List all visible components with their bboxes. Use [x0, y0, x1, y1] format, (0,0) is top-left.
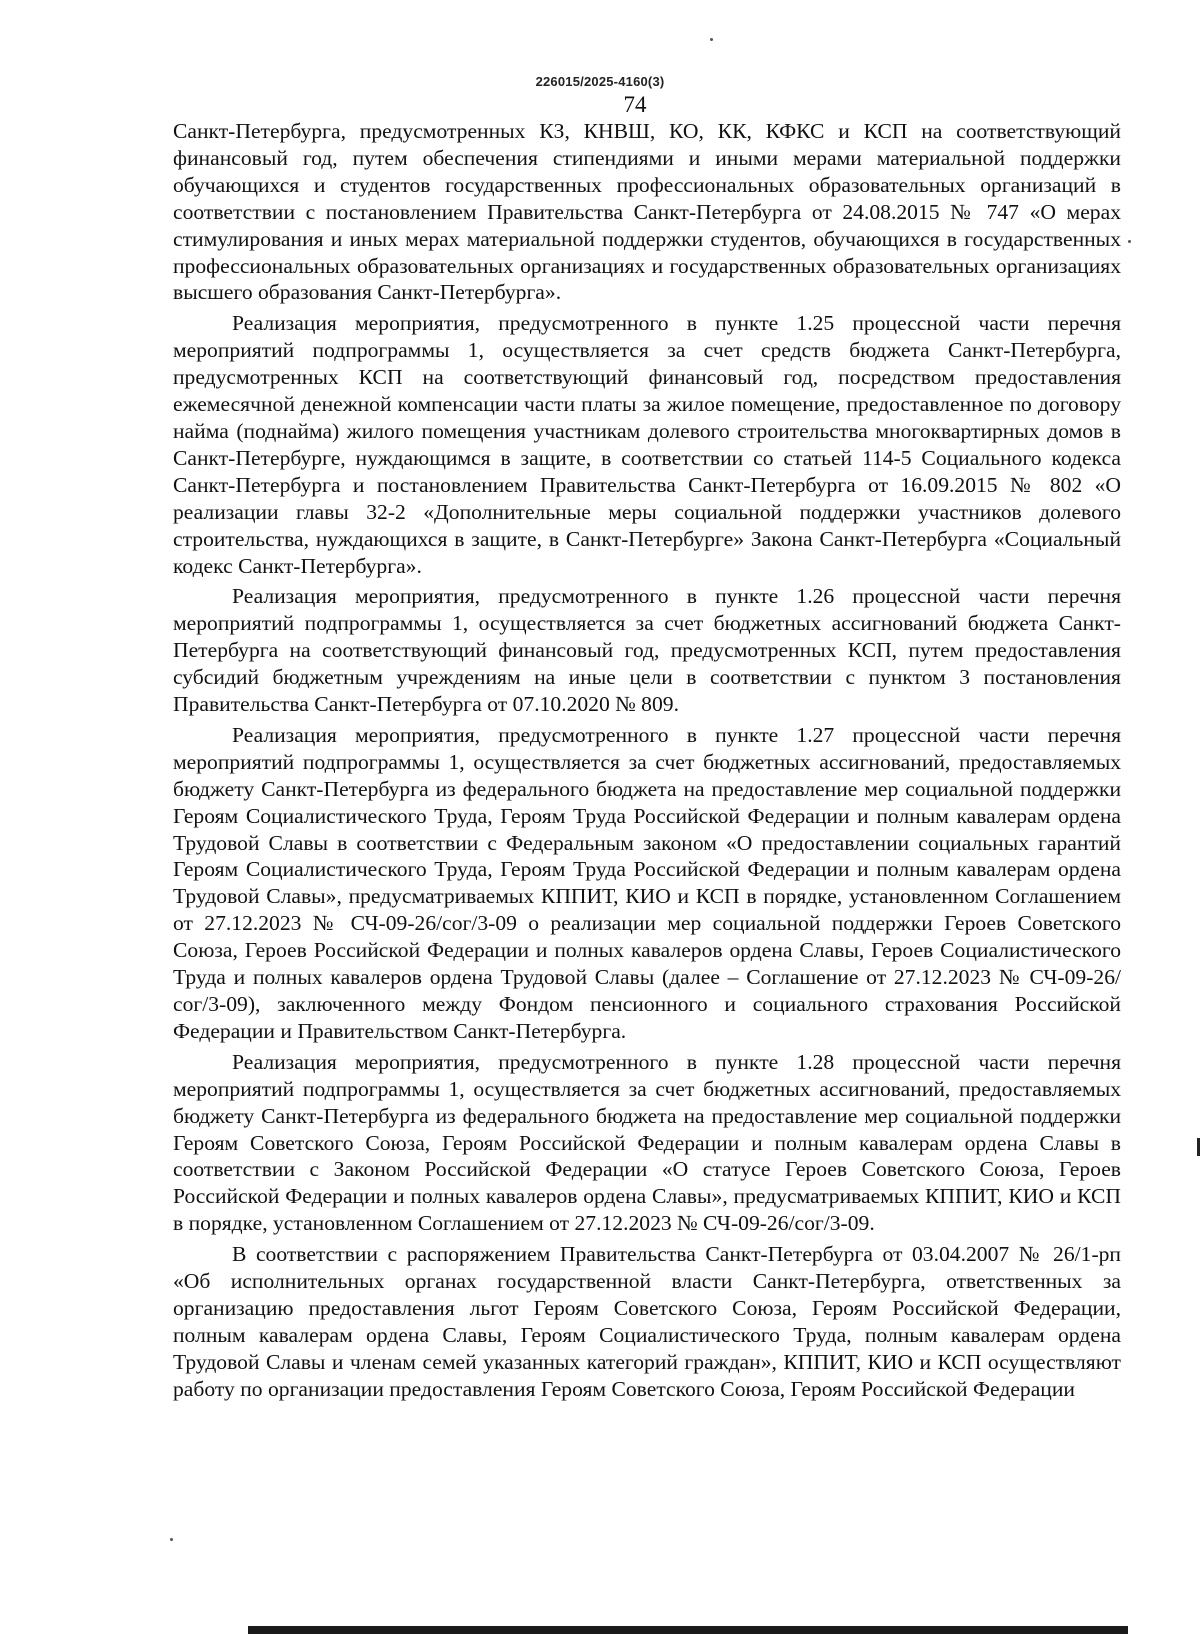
- scan-speck: [1128, 240, 1131, 243]
- paragraph-item-1-26: Реализация мероприятия, предусмотренного в пункте 1.26 процессной части перечня мероприятий подпрограммы 1, осуществляется за счет бюджетных ассигнований бюджета Санкт-Петербурга на соответствующий финансовый год, предусмотренных КСП, путем предоставления субсидий бюджетным учреждениям на иные цели в соответствии с пунктом 3 постановления Правительства Санкт-Петербурга от 07.10.2020 № 809.: [173, 584, 1121, 717]
- paragraph-item-1-27: Реализация мероприятия, предусмотренного в пункте 1.27 процессной части перечня мероприятий подпрограммы 1, осуществляется за счет бюджетных ассигнований, предоставляемых бюджету Санкт-Петербурга из федерального бюджета на предоставление мер социальной поддержки Героям Социалистического Труда, Героям Труда Российской Федерации и полным кавалерам ордена Трудовой Славы в соответствии с Федеральным законом «О предоставлении социальных гарантий Героям Социалистического Труда, Героям Труда Российской Федерации и полным кавалерам ордена Трудовой Славы», предусматриваемых КППИТ, КИО и КСП в порядке, установленном Соглашением от 27.12.2023 № СЧ-09-26/сог/3-09 о реализации мер социальной поддержки Героев Советского Союза, Героев Российской Федерации и полных кавалеров ордена Славы, Героев Социалистического Труда и полных кавалеров ордена Трудовой Славы (далее – Соглашение от 27.12.2023 № СЧ-09-26/сог/3-09), заключенного между Фондом пенсионного и социального страхования Российской Федерации и Правительством Санкт-Петербурга.: [173, 722, 1121, 1043]
- document-registration-number: 226015/2025-4160(3): [535, 74, 665, 89]
- page-number: 74: [623, 92, 647, 117]
- paragraph-item-1-25: Реализация мероприятия, предусмотренного в пункте 1.25 процессной части перечня мероприятий подпрограммы 1, осуществляется за счет средств бюджета Санкт-Петербурга, предусмотренных КСП на соответствующий финансовый год, посредством предоставления ежемесячной денежной компенсации части платы за жилое помещение, предоставленное по договору найма (поднайма) жилого помещения участникам долевого строительства многоквартирных домов в Санкт-Петербурге, нуждающимся в защите, в соответствии со статьей 114-5 Социального кодекса Санкт-Петербурга и постановлением Правительства Санкт-Петербурга от 16.09.2015 № 802 «О реализации главы 32-2 «Дополнительные меры социальной поддержки участников долевого строительства, нуждающихся в защите, в Санкт-Петербурге» Закона Санкт-Петербурга «Социальный кодекс Санкт-Петербурга».: [173, 311, 1121, 578]
- paragraph-item-1-28: Реализация мероприятия, предусмотренного в пункте 1.28 процессной части перечня мероприятий подпрограммы 1, осуществляется за счет бюджетных ассигнований, предоставляемых бюджету Санкт-Петербурга из федерального бюджета на предоставление мер социальной поддержки Героям Советского Союза, Героям Российской Федерации и полным кавалерам ордена Славы в соответствии с Законом Российской Федерации «О статусе Героев Советского Союза, Героев Российской Федерации и полных кавалеров ордена Славы», предусматриваемых КППИТ, КИО и КСП в порядке, установленном Соглашением от 27.12.2023 № СЧ-09-26/сог/3-09.: [173, 1049, 1121, 1236]
- scan-bottom-edge: [248, 1626, 1128, 1634]
- paragraph-order-26-1-rp: В соответствии с распоряжением Правительства Санкт-Петербурга от 03.04.2007 № 26/1-рп «Об исполнительных органах государственной власти Санкт-Петербурга, ответственных за организацию предоставления льгот Героям Советского Союза, Героям Российской Федерации, полным кавалерам ордена Славы, Героям Социалистического Труда, полным кавалерам ордена Трудовой Славы и членам семей указанных категорий граждан», КППИТ, КИО и КСП осуществляют работу по организации предоставления Героям Советского Союза, Героям Российской Федерации: [173, 1242, 1121, 1401]
- scan-speck: [710, 38, 713, 41]
- paragraph-continuation: Санкт-Петербурга, предусмотренных КЗ, КНВШ, КО, КК, КФКС и КСП на соответствующий финансовый год, путем обеспечения стипендиями и иными мерами материальной поддержки обучающихся и студентов государственных профессиональных образовательных организаций в соответствии с постановлением Правительства Санкт-Петербурга от 24.08.2015 № 747 «О мерах стимулирования и иных мерах материальной поддержки студентов, обучающихся в государственных профессиональных образовательных организациях и государственных образовательных организациях высшего образования Санкт-Петербурга».: [173, 119, 1121, 305]
- document-body: [173, 118, 1121, 1403]
- scan-speck: [170, 1538, 173, 1541]
